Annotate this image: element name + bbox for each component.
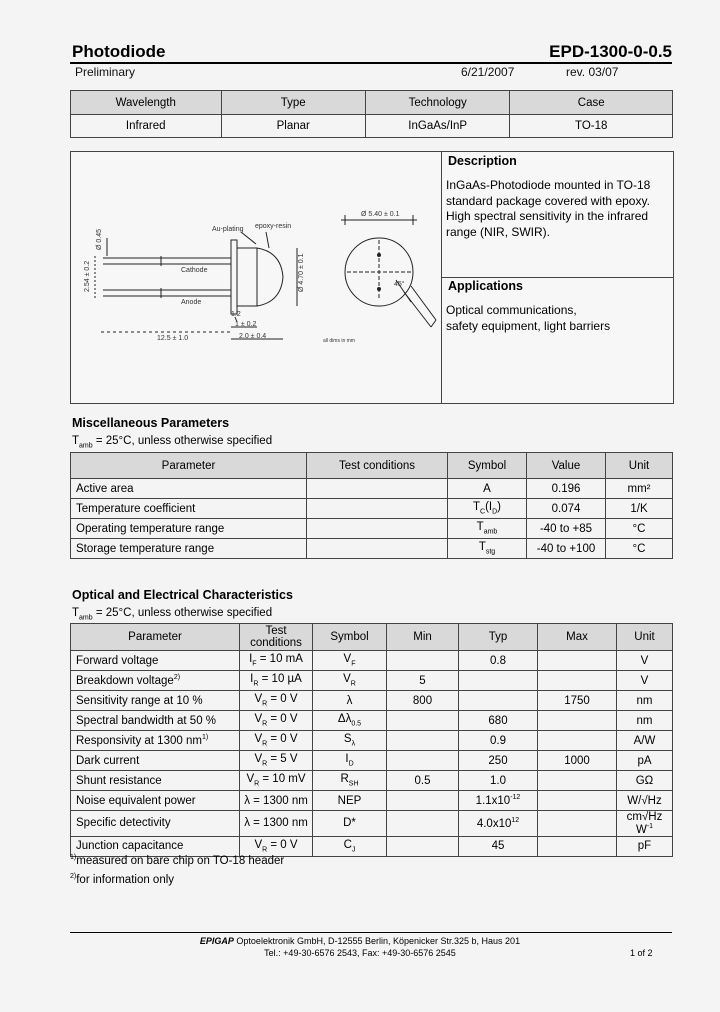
drawing-label: Ø 0.45 bbox=[96, 228, 103, 250]
cond-text: = 25°C, unless otherwise specified bbox=[92, 435, 273, 447]
unit-text: pF bbox=[637, 840, 652, 853]
optical-max bbox=[538, 651, 617, 671]
misc-unit: °C bbox=[606, 539, 673, 559]
pin-marker bbox=[377, 287, 381, 291]
footnote bbox=[70, 850, 284, 869]
optical-unit bbox=[617, 711, 673, 731]
optical-cond bbox=[240, 711, 313, 731]
cond-tail: = 10 mA bbox=[256, 653, 303, 666]
footer-address bbox=[0, 936, 720, 946]
misc-symbol bbox=[448, 479, 527, 499]
optical-max: 1750 bbox=[538, 691, 617, 711]
drawing-label: Cathode bbox=[181, 267, 208, 274]
param-text: Junction capacitance bbox=[76, 840, 184, 853]
cond-tail: = 10 mV bbox=[259, 773, 306, 786]
optical-symbol bbox=[313, 731, 387, 751]
symbol: A bbox=[483, 482, 491, 495]
optical-symbol bbox=[313, 836, 387, 856]
page-number: 1 of 2 bbox=[630, 948, 653, 958]
cond-sub: R bbox=[262, 720, 268, 728]
symbol: D* bbox=[343, 817, 356, 830]
typ-value: 45 bbox=[491, 840, 505, 853]
unit-text: V bbox=[640, 674, 649, 687]
drawing-label: 45° bbox=[394, 281, 405, 288]
optical-typ bbox=[459, 691, 538, 711]
cond-sub: R bbox=[262, 846, 268, 854]
misc-symbol bbox=[448, 539, 527, 559]
optical-cond bbox=[240, 691, 313, 711]
table-row bbox=[71, 751, 673, 771]
symbol: V bbox=[343, 673, 351, 686]
typ-value: 680 bbox=[488, 714, 508, 727]
misc-header: Symbol bbox=[448, 453, 527, 479]
optical-param bbox=[71, 731, 240, 751]
symbol: S bbox=[343, 733, 352, 746]
cond-tail: = 10 µA bbox=[258, 673, 302, 686]
summary-header: Case bbox=[510, 91, 673, 115]
optical-param bbox=[71, 671, 240, 691]
optical-table bbox=[70, 623, 673, 857]
misc-cond bbox=[307, 519, 448, 539]
pin-marker bbox=[377, 253, 381, 257]
optical-min bbox=[387, 651, 459, 671]
optical-condition bbox=[72, 607, 272, 621]
optical-unit bbox=[617, 671, 673, 691]
table-row bbox=[71, 811, 673, 837]
symbol: C bbox=[343, 839, 352, 852]
cond-main: I bbox=[249, 653, 253, 666]
misc-unit: 1/K bbox=[606, 499, 673, 519]
misc-value: -40 to +100 bbox=[527, 539, 606, 559]
description-text bbox=[446, 178, 668, 240]
optical-unit bbox=[617, 791, 673, 811]
symbol: R bbox=[340, 773, 349, 786]
table-row bbox=[71, 691, 673, 711]
cond-sub: F bbox=[252, 660, 257, 668]
optical-min bbox=[387, 836, 459, 856]
drawing-label: 1.2 bbox=[231, 311, 241, 318]
optical-param bbox=[71, 751, 240, 771]
optical-unit bbox=[617, 731, 673, 751]
optical-cond bbox=[240, 731, 313, 751]
optical-param bbox=[71, 811, 240, 837]
footnotes bbox=[70, 850, 284, 888]
symbol-sub: J bbox=[351, 846, 356, 854]
param-text: Noise equivalent power bbox=[76, 794, 196, 807]
cond-main: λ = 1300 nm bbox=[244, 794, 308, 807]
misc-param: Storage temperature range bbox=[71, 539, 307, 559]
optical-max bbox=[538, 771, 617, 791]
unit-text: cm√Hz W bbox=[626, 811, 663, 836]
symbol: NEP bbox=[337, 794, 362, 807]
summary-cell: InGaAs/InP bbox=[365, 115, 509, 138]
optical-header: Test conditions bbox=[240, 624, 313, 651]
header-rule bbox=[70, 62, 672, 64]
optical-symbol bbox=[313, 671, 387, 691]
part-number: EPD-1300-0-0.5 bbox=[549, 42, 672, 61]
cond-main: V bbox=[254, 713, 263, 726]
description-heading: Description bbox=[448, 154, 517, 168]
misc-header: Parameter bbox=[71, 453, 307, 479]
optical-header: Parameter bbox=[71, 624, 240, 651]
drawing-label: Anode bbox=[181, 299, 202, 306]
misc-value: -40 to +85 bbox=[527, 519, 606, 539]
footnote-text: for information only bbox=[76, 873, 175, 886]
description-line: standard package covered with epoxy. bbox=[446, 193, 650, 208]
optical-param bbox=[71, 711, 240, 731]
cond-sub: R bbox=[262, 760, 268, 768]
optical-symbol bbox=[313, 811, 387, 837]
table-row bbox=[71, 711, 673, 731]
drawing-label: epoxy-resin bbox=[255, 223, 292, 230]
misc-cond bbox=[307, 479, 448, 499]
optical-min bbox=[387, 711, 459, 731]
table-row bbox=[71, 731, 673, 751]
table-row bbox=[71, 499, 673, 519]
symbol-sub: amb bbox=[483, 528, 498, 536]
optical-header: Min bbox=[387, 624, 459, 651]
optical-typ bbox=[459, 711, 538, 731]
optical-typ bbox=[459, 811, 538, 837]
document-date: 6/21/2007 bbox=[461, 65, 515, 79]
optical-unit bbox=[617, 751, 673, 771]
document-status: Preliminary bbox=[75, 65, 136, 79]
optical-header: Typ bbox=[459, 624, 538, 651]
cond-sub: R bbox=[262, 700, 268, 708]
misc-symbol bbox=[448, 519, 527, 539]
package-flange bbox=[231, 240, 237, 314]
cond-tail: = 0 V bbox=[267, 713, 298, 726]
optical-unit bbox=[617, 651, 673, 671]
applications-heading: Applications bbox=[448, 279, 524, 293]
cond-tail: = 0 V bbox=[267, 693, 298, 706]
param-sup: 2) bbox=[173, 674, 181, 682]
drawing-label: all dims in mm bbox=[323, 338, 355, 344]
optical-param bbox=[71, 771, 240, 791]
symbol-sub: D bbox=[492, 508, 498, 516]
misc-cond bbox=[307, 499, 448, 519]
optical-unit bbox=[617, 771, 673, 791]
drawing-label: 2.0 ± 0.4 bbox=[239, 333, 267, 340]
table-row bbox=[71, 479, 673, 499]
table-row bbox=[71, 791, 673, 811]
footnote-mark: 1) bbox=[70, 854, 77, 861]
symbol: Δλ bbox=[337, 713, 352, 726]
optical-param bbox=[71, 651, 240, 671]
summary-cell: Planar bbox=[221, 115, 365, 138]
misc-header: Value bbox=[527, 453, 606, 479]
misc-param: Temperature coefficient bbox=[71, 499, 307, 519]
table-row bbox=[71, 671, 673, 691]
optical-typ bbox=[459, 836, 538, 856]
cond-sub: R bbox=[254, 780, 260, 788]
unit-text: W/√Hz bbox=[627, 794, 662, 807]
footnote-mark: 2) bbox=[70, 872, 77, 880]
symbol-sub: 0.5 bbox=[351, 720, 362, 728]
company-name: EPIGAP bbox=[199, 936, 234, 946]
misc-unit: °C bbox=[606, 519, 673, 539]
misc-cond bbox=[307, 539, 448, 559]
typ-exp: 12 bbox=[511, 817, 520, 824]
cond-sub: amb bbox=[79, 442, 93, 450]
optical-max bbox=[538, 836, 617, 856]
symbol: T bbox=[478, 541, 486, 554]
optical-unit bbox=[617, 811, 673, 837]
optical-min bbox=[387, 791, 459, 811]
drawing-label: Au-plating bbox=[212, 226, 244, 233]
cond-main: λ = 1300 nm bbox=[244, 817, 308, 830]
misc-symbol bbox=[448, 499, 527, 519]
misc-value: 0.074 bbox=[527, 499, 606, 519]
footer-contact: Tel.: +49-30-6576 2543, Fax: +49-30-6576 2545 bbox=[264, 948, 456, 958]
summary-header: Type bbox=[221, 91, 365, 115]
info-box-hdivider bbox=[441, 277, 673, 278]
optical-symbol bbox=[313, 751, 387, 771]
optical-header: Unit bbox=[617, 624, 673, 651]
optical-symbol bbox=[313, 791, 387, 811]
unit-text: GΩ bbox=[635, 774, 654, 787]
cond-main: V bbox=[254, 753, 263, 766]
symbol: T bbox=[472, 501, 481, 514]
misc-table bbox=[70, 452, 673, 559]
misc-condition bbox=[72, 435, 272, 449]
unit-text: A/W bbox=[633, 734, 656, 747]
typ-value: 0.8 bbox=[490, 654, 506, 667]
optical-unit bbox=[617, 836, 673, 856]
typ-value: 0.9 bbox=[490, 734, 506, 747]
symbol-sub: λ bbox=[351, 740, 356, 748]
optical-cond bbox=[240, 671, 313, 691]
optical-header: Max bbox=[538, 624, 617, 651]
optical-max bbox=[538, 671, 617, 691]
optical-min bbox=[387, 751, 459, 771]
optical-max: 1000 bbox=[538, 751, 617, 771]
typ-value: 4.0x10 bbox=[476, 817, 512, 830]
cond-main: V bbox=[254, 733, 263, 746]
cond-sub: amb bbox=[79, 614, 93, 622]
optical-min bbox=[387, 731, 459, 751]
cond-sub: R bbox=[262, 740, 268, 748]
param-text: Responsivity at 1300 nm bbox=[76, 734, 202, 747]
applications-text bbox=[446, 303, 668, 334]
optical-heading: Optical and Electrical Characteristics bbox=[72, 588, 293, 602]
cond-tail: = 0 V bbox=[267, 839, 298, 852]
document-title: Photodiode bbox=[72, 42, 166, 61]
misc-header: Unit bbox=[606, 453, 673, 479]
typ-value: 250 bbox=[488, 754, 508, 767]
misc-header: Test conditions bbox=[307, 453, 448, 479]
optical-symbol bbox=[313, 691, 387, 711]
footnote-text: measured on bare chip on TO-18 header bbox=[76, 854, 285, 867]
typ-value: 1.0 bbox=[490, 774, 506, 787]
symbol-tail: ) bbox=[497, 501, 502, 514]
symbol: I bbox=[345, 753, 349, 766]
footnote bbox=[70, 869, 284, 888]
optical-cond bbox=[240, 791, 313, 811]
misc-param: Active area bbox=[71, 479, 307, 499]
description-line: range (NIR, SWIR). bbox=[446, 224, 551, 239]
drawing-label: 12.5 ± 1.0 bbox=[157, 335, 189, 342]
optical-unit bbox=[617, 691, 673, 711]
symbol-sub: F bbox=[351, 660, 356, 668]
unit-exp: -1 bbox=[646, 823, 654, 830]
unit-text: pA bbox=[637, 754, 652, 767]
param-text: Forward voltage bbox=[76, 654, 159, 667]
symbol: T bbox=[476, 521, 484, 534]
optical-min: 5 bbox=[387, 671, 459, 691]
misc-param: Operating temperature range bbox=[71, 519, 307, 539]
cond-symbol: T bbox=[72, 607, 80, 619]
cond-sub: R bbox=[253, 680, 259, 688]
symbol-tail: (I bbox=[485, 501, 493, 514]
table-row bbox=[71, 519, 673, 539]
optical-symbol bbox=[313, 771, 387, 791]
optical-min: 800 bbox=[387, 691, 459, 711]
optical-min bbox=[387, 811, 459, 837]
symbol-sub: stg bbox=[485, 548, 496, 556]
footer-rule bbox=[70, 932, 672, 933]
drawing-label: Ø 5.40 ± 0.1 bbox=[361, 211, 400, 218]
drawing-label: 2.54 ± 0.2 bbox=[84, 260, 91, 292]
optical-min: 0.5 bbox=[387, 771, 459, 791]
summary-cell: TO-18 bbox=[510, 115, 673, 138]
document-revision: rev. 03/07 bbox=[566, 65, 619, 79]
symbol: V bbox=[343, 653, 352, 666]
optical-max bbox=[538, 791, 617, 811]
typ-value: 1.1x10 bbox=[475, 794, 511, 807]
param-text: Breakdown voltage bbox=[76, 674, 174, 687]
cond-main: V bbox=[246, 773, 255, 786]
param-text: Spectral bandwidth at 50 % bbox=[76, 714, 217, 727]
optical-typ bbox=[459, 791, 538, 811]
param-text: Specific detectivity bbox=[76, 817, 171, 830]
table-row bbox=[71, 651, 673, 671]
package-drawing bbox=[71, 152, 441, 402]
cond-main: I bbox=[250, 673, 254, 686]
optical-header: Symbol bbox=[313, 624, 387, 651]
optical-symbol bbox=[313, 651, 387, 671]
table-row bbox=[71, 771, 673, 791]
symbol-sub: R bbox=[350, 680, 356, 688]
symbol: λ bbox=[346, 694, 353, 707]
table-row bbox=[71, 539, 673, 559]
optical-param bbox=[71, 791, 240, 811]
summary-table bbox=[70, 90, 673, 138]
unit-text: nm bbox=[636, 714, 653, 727]
symbol-sub: C bbox=[480, 508, 486, 516]
summary-header: Wavelength bbox=[71, 91, 222, 115]
optical-cond bbox=[240, 751, 313, 771]
optical-max bbox=[538, 711, 617, 731]
misc-unit: mm² bbox=[606, 479, 673, 499]
summary-header: Technology bbox=[365, 91, 509, 115]
optical-symbol bbox=[313, 711, 387, 731]
company-address: Optoelektronik GmbH, D-12555 Berlin, Köpenicker Str.325 b, Haus 201 bbox=[233, 936, 521, 946]
optical-typ bbox=[459, 651, 538, 671]
optical-typ bbox=[459, 771, 538, 791]
symbol-sub: D bbox=[348, 760, 354, 768]
optical-cond bbox=[240, 771, 313, 791]
optical-max bbox=[538, 811, 617, 837]
description-line: High spectral sensitivity in the infrared bbox=[446, 209, 649, 223]
description-line: InGaAs-Photodiode mounted in TO-18 bbox=[446, 178, 651, 192]
optical-typ bbox=[459, 671, 538, 691]
param-sup: 1) bbox=[201, 734, 209, 742]
misc-value: 0.196 bbox=[527, 479, 606, 499]
param-text: Dark current bbox=[76, 754, 140, 767]
applications-line: Optical communications, bbox=[446, 303, 577, 317]
optical-param bbox=[71, 691, 240, 711]
cond-main: V bbox=[254, 839, 263, 852]
optical-cond bbox=[240, 651, 313, 671]
optical-typ bbox=[459, 731, 538, 751]
misc-heading: Miscellaneous Parameters bbox=[72, 416, 230, 430]
unit-text: nm bbox=[636, 694, 653, 707]
cond-main: V bbox=[254, 693, 263, 706]
optical-typ bbox=[459, 751, 538, 771]
summary-cell: Infrared bbox=[71, 115, 222, 138]
param-text: Shunt resistance bbox=[76, 774, 162, 787]
drawing-label: 1 ± 0.2 bbox=[235, 321, 257, 328]
epoxy-dome bbox=[257, 248, 283, 306]
drawing-label: Ø 4.70 ± 0.1 bbox=[298, 253, 305, 292]
cond-tail: = 0 V bbox=[267, 733, 298, 746]
cond-symbol: T bbox=[72, 435, 80, 447]
typ-exp: -12 bbox=[510, 794, 521, 802]
cond-tail: = 5 V bbox=[267, 753, 298, 766]
cond-text: = 25°C, unless otherwise specified bbox=[92, 607, 273, 619]
optical-max bbox=[538, 731, 617, 751]
applications-line: safety equipment, light barriers bbox=[446, 318, 611, 333]
optical-cond bbox=[240, 811, 313, 837]
param-text: Sensitivity range at 10 % bbox=[76, 694, 203, 707]
package-can bbox=[237, 248, 257, 306]
symbol-sub: SH bbox=[348, 780, 359, 788]
unit-text: V bbox=[640, 654, 649, 667]
